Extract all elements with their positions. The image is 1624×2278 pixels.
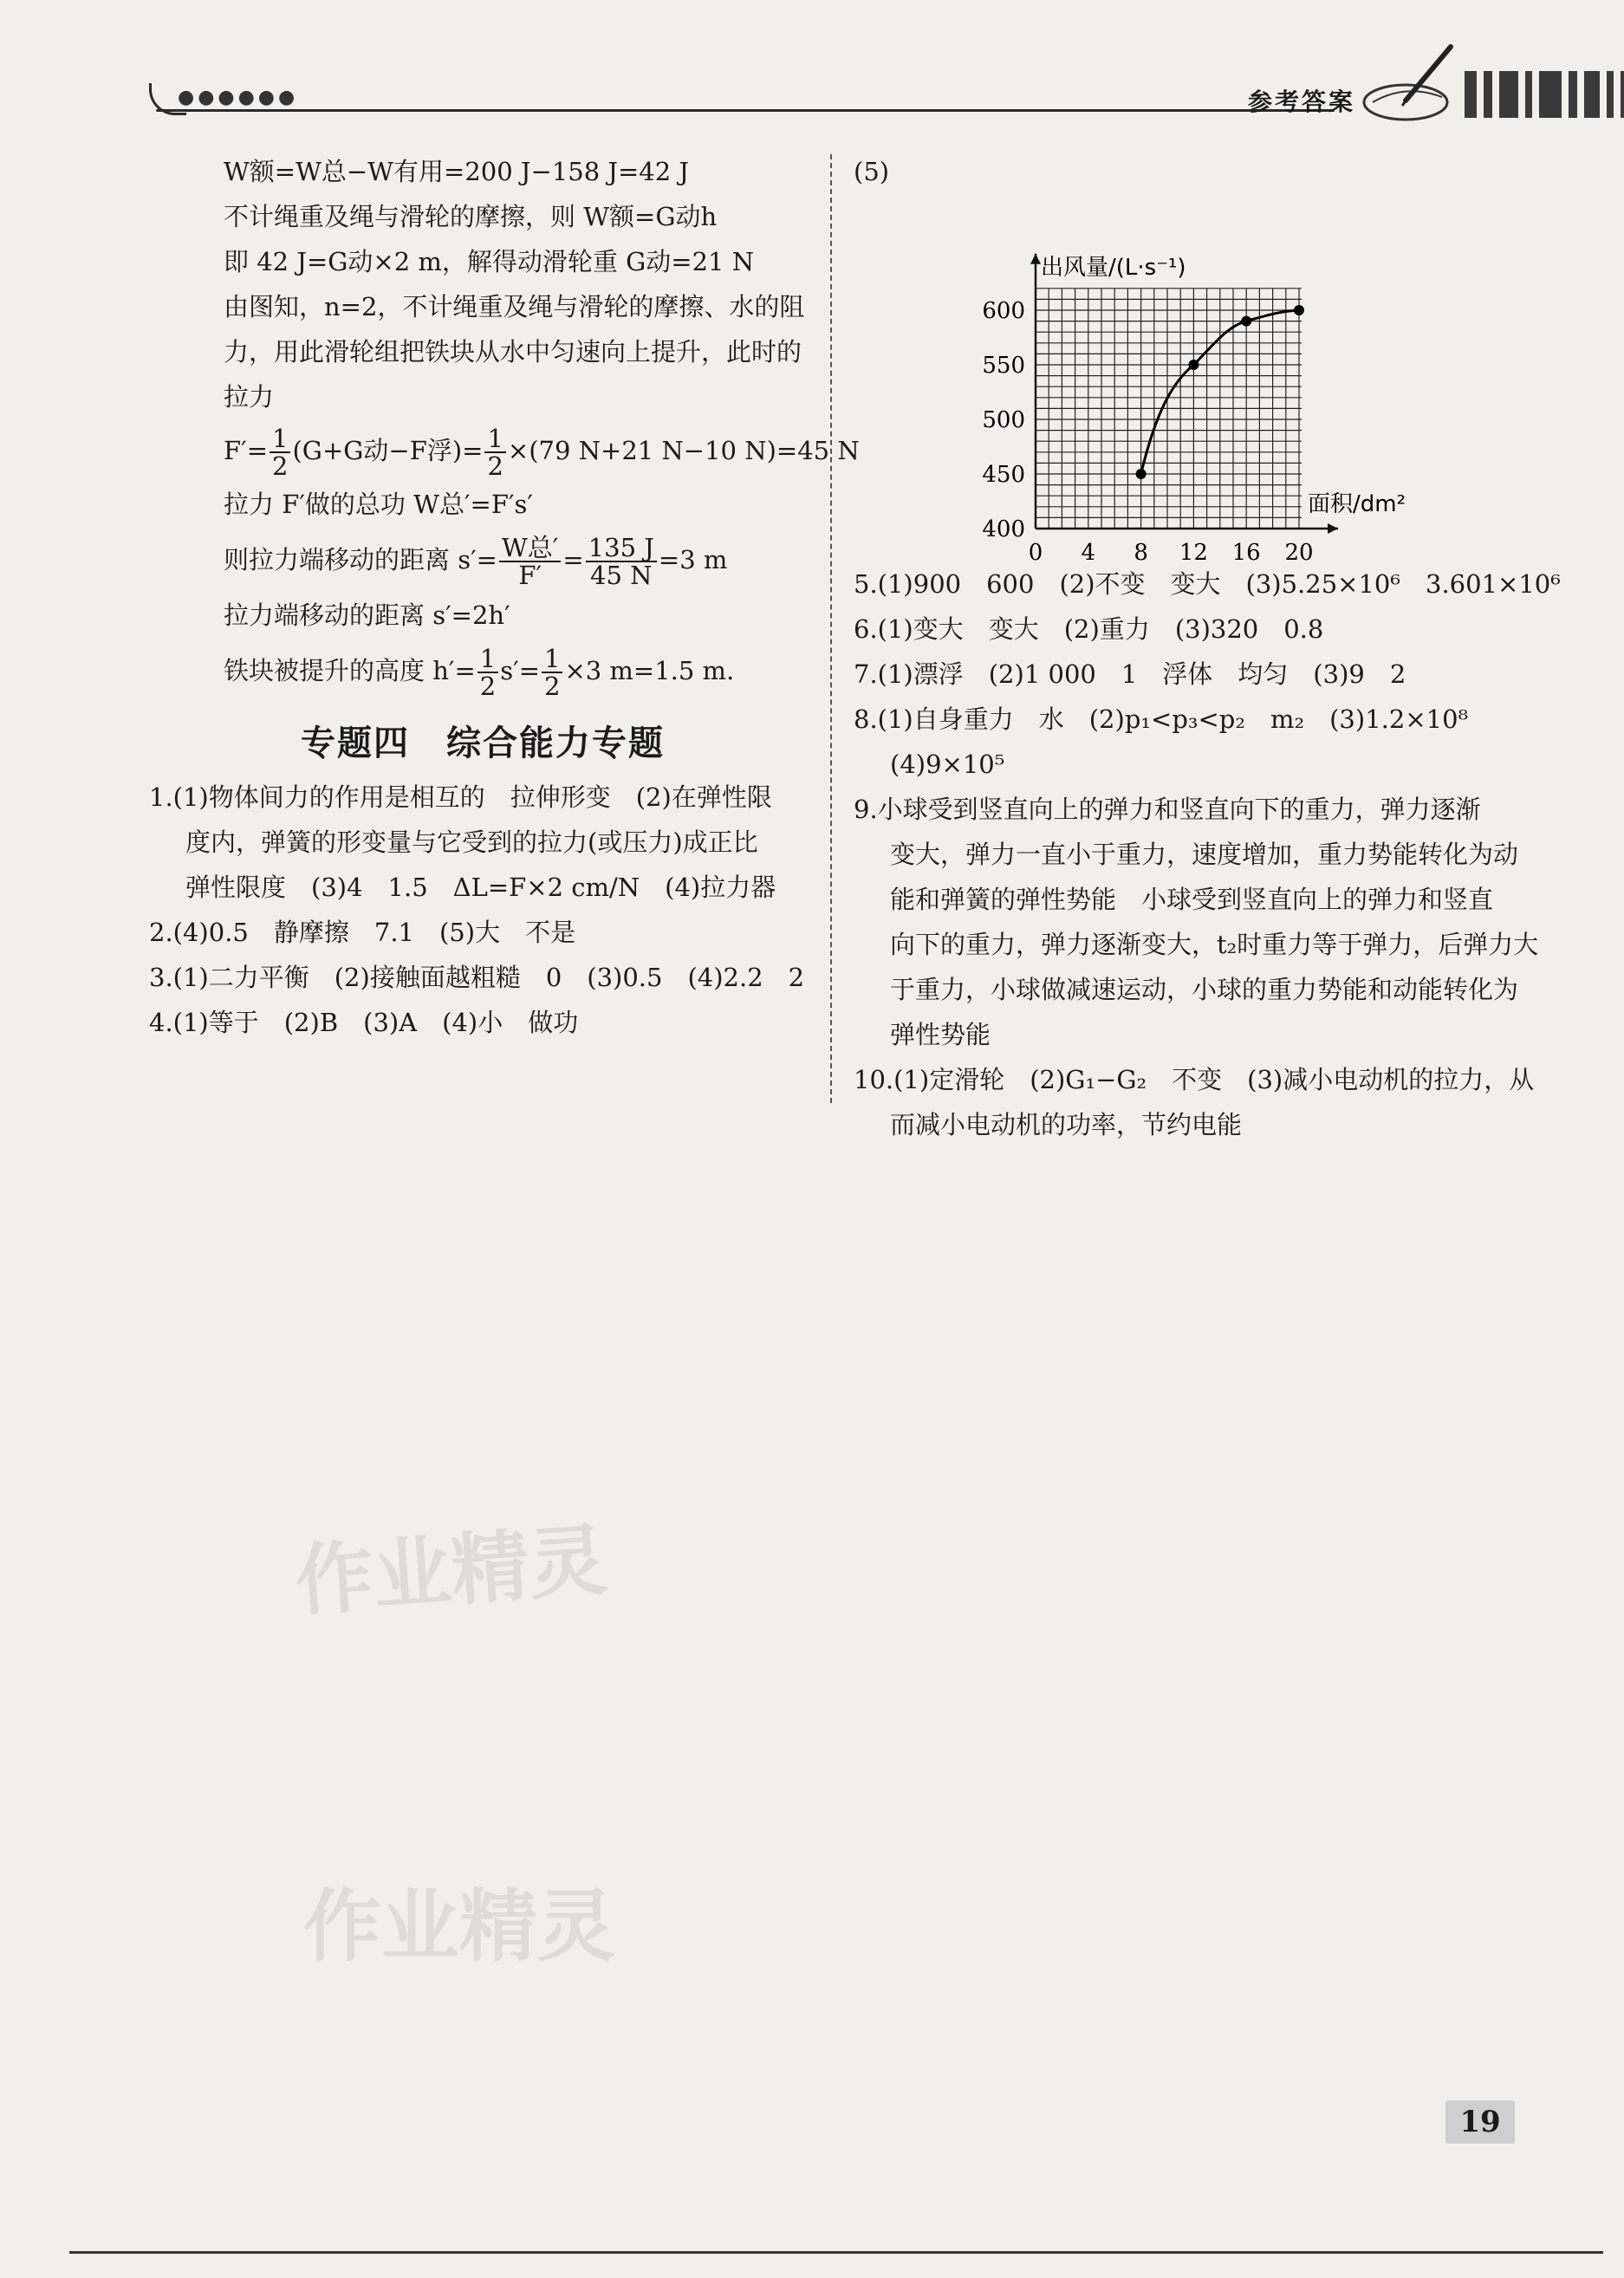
text-line: 力，用此滑轮组把铁块从水中匀速向上提升，此时的 [224,337,802,367]
pen-notebook-icon [1362,40,1458,127]
text-line: 由图知，n=2，不计绳重及绳与滑轮的摩擦、水的阻 [224,292,805,321]
answer-9-cont: 弹性势能 [890,1020,991,1049]
header-rule [156,109,1335,112]
text-line: 拉力 [224,382,275,412]
text-line: 拉力 F′做的总功 W总′=F′s′ [224,490,534,519]
x-tick-label: 16 [1231,540,1261,561]
y-tick-label: 400 [982,516,1025,542]
y-tick-label: 600 [982,298,1025,324]
answer-5-label: (5) [854,157,890,186]
answer-2: 2.(4)0.5 静摩擦 7.1 (5)大 不是 [149,918,576,947]
answer-1-cont: 弹性限度 (3)4 1.5 ΔL=F×2 cm/N (4)拉力器 [185,873,776,902]
answer-1: 1.(1)物体间力的作用是相互的 拉伸形变 (2)在弹性限 [149,782,772,812]
answer-9-cont: 能和弹簧的弹性势能 小球受到竖直向上的弹力和竖直 [890,885,1494,914]
airflow-chart [854,189,1525,561]
y-axis-arrow [1030,254,1041,264]
x-tick-label: 0 [1028,540,1043,561]
formula-height: 铁块被提升的高度 h′= $\frac{1}{2}$ s′= $\frac{1}{2}$ ×3 m=1.5 m. [224,644,735,701]
text-line: W额=W总−W有用=200 J−158 J=42 J [224,157,690,186]
watermark: 作业精灵 [303,1881,615,1972]
y-tick-label: 550 [982,353,1025,379]
text-line: 即 42 J=G动×2 m，解得动滑轮重 G动=21 N [224,247,755,276]
answer-10-cont: 而减小电动机的功率，节约电能 [890,1110,1243,1139]
page-number: 19 [1445,2100,1515,2144]
x-axis-label: 面积/dm² [1308,491,1406,517]
answer-8: 8.(1)自身重力 水 (2)p₁<p₃<p₂ m₂ (3)1.2×10⁸ [854,704,1469,734]
airflow-chart-svg [854,189,1408,561]
text-line: 拉力端移动的距离 s′=2h′ [224,600,510,630]
header-bars [1465,71,1624,118]
right-column [854,149,1561,1147]
section-title: 专题四 综合能力专题 [301,724,665,763]
answer-9: 9.小球受到竖直向上的弹力和竖直向下的重力，弹力逐渐 [854,795,1481,824]
formula-distance: 则拉力端移动的距离 s′= $\frac{\text{W总′}}{F'}$ = $\frac{135 J}{45 N}$ =3 m [224,533,728,590]
answer-8-cont: (4)9×10⁵ [890,750,1005,779]
answer-1-cont: 度内，弹簧的形变量与它受到的拉力(或压力)成正比 [185,827,758,857]
left-column [149,149,860,1045]
answer-6: 6.(1)变大 变大 (2)重力 (3)320 0.8 [854,614,1324,644]
text-line: 不计绳重及绳与滑轮的摩擦，则 W额=G动h [224,202,718,231]
x-tick-label: 20 [1284,540,1314,561]
answer-10: 10.(1)定滑轮 (2)G₁−G₂ 不变 (3)减小电动机的拉力，从 [854,1065,1535,1094]
data-point [1136,469,1147,479]
y-tick-label: 450 [982,462,1025,488]
x-tick-label: 4 [1081,540,1096,561]
header-dots: ●●●●●● [178,87,299,108]
formula-tension: F′= $\frac{1}{2}$ (G+G动−F浮)= $\frac{1}{2}$ ×(79 N+21 N−10 N)=45 N [224,424,860,481]
x-tick-label: 12 [1179,540,1208,561]
data-point [1241,316,1251,327]
answer-9-cont: 于重力，小球做减速运动，小球的重力势能和动能转化为 [890,975,1519,1004]
answer-9-cont: 变大，弹力一直小于重力，速度增加，重力势能转化为动 [890,840,1519,869]
answer-3: 3.(1)二力平衡 (2)接触面越粗糙 0 (3)0.5 (4)2.2 2 [149,963,805,992]
y-tick-label: 500 [982,407,1025,433]
column-divider [830,154,832,1103]
data-point [1294,305,1304,315]
answer-9-cont: 向下的重力，弹力逐渐变大，t₂时重力等于弹力，后弹力大 [890,930,1539,959]
y-axis-label: 出风量/(L·s⁻¹) [1041,254,1186,281]
answer-4: 4.(1)等于 (2)B (3)A (4)小 做功 [149,1008,579,1037]
x-tick-label: 8 [1134,540,1148,561]
answer-7: 7.(1)漂浮 (2)1 000 1 浮体 均匀 (3)9 2 [854,659,1406,689]
data-point [1188,360,1199,370]
x-axis-arrow [1328,523,1338,534]
bottom-rule [69,2251,1603,2254]
watermark: 作业精灵 [292,1515,610,1628]
header-title: 参考答案 [1248,88,1356,116]
answer-5: 5.(1)900 600 (2)不变 变大 (3)5.25×10⁶ 3.601×10⁶ [854,569,1561,599]
